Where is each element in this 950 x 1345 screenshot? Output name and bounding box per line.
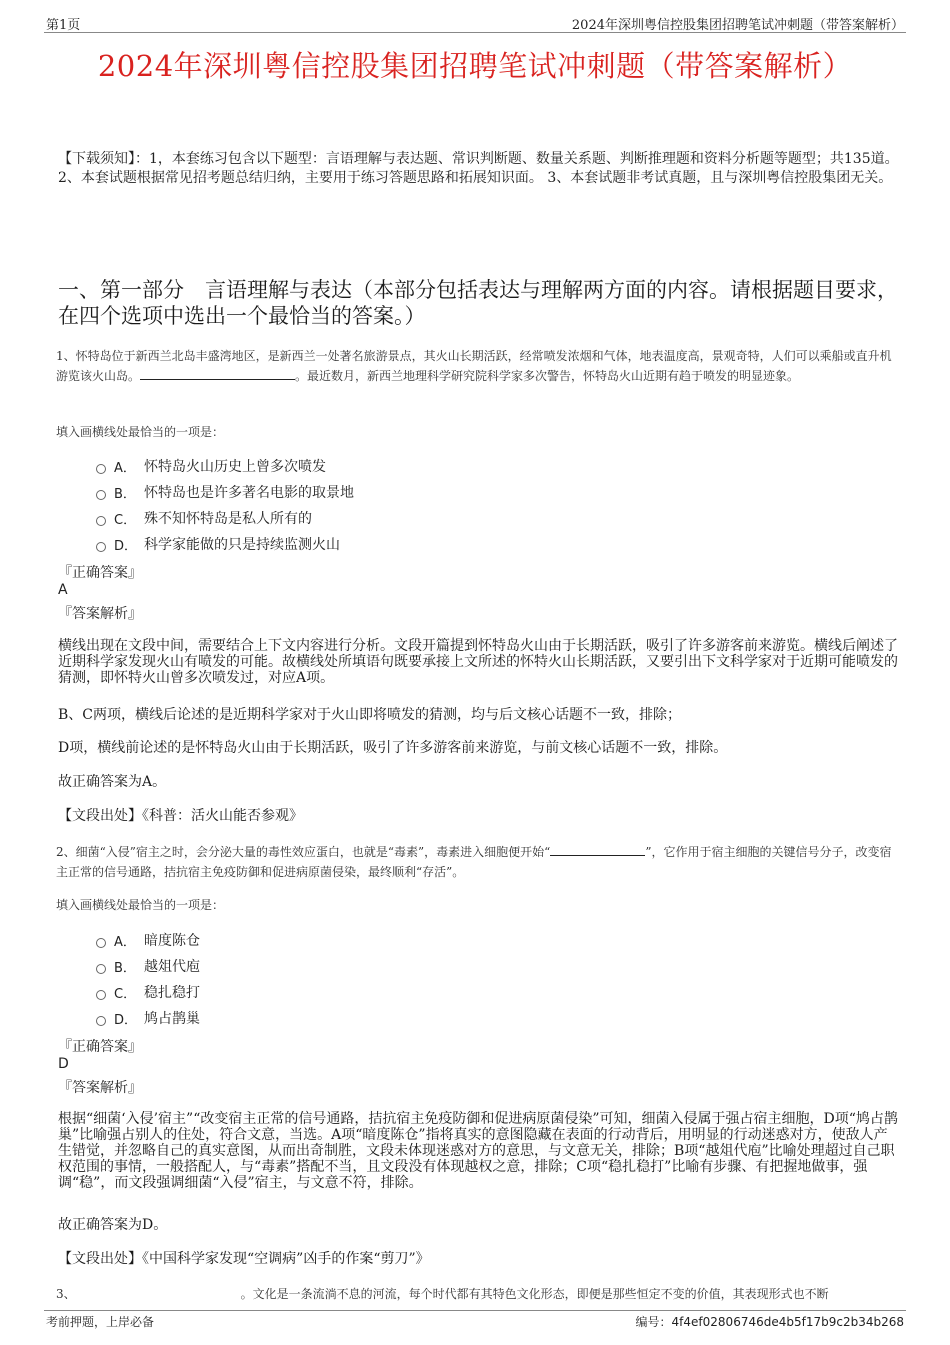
option-letter: A． <box>114 934 136 950</box>
question-1-option-d[interactable] <box>96 534 340 554</box>
radio-icon[interactable] <box>96 990 106 1000</box>
question-1-option-a[interactable] <box>96 456 326 476</box>
option-letter: C． <box>114 986 137 1002</box>
text-source: 【文段出处】《科普：活火山能否参观》 <box>58 808 303 824</box>
question-2-stem <box>56 842 901 882</box>
radio-icon[interactable] <box>96 542 106 552</box>
option-letter: C． <box>114 512 137 528</box>
header-divider <box>44 32 906 33</box>
footer-code <box>636 1313 904 1330</box>
analysis-label: 『答案解析』 <box>58 606 142 622</box>
option-letter: D． <box>114 1012 138 1028</box>
correct-answer-label: 『正确答案』 <box>58 1039 142 1055</box>
correct-answer: D <box>58 1056 69 1072</box>
option-text: 鸠占鹊巢 <box>144 1011 200 1027</box>
download-notice: 【下载须知】：1，本套练习包含以下题型：言语理解与表达题、常识判断题、数量关系题、判断推理题和资料分析题等题型；共135道。 2、本套试题根据常见招考题总结归纳，主要用于练习答题思路和拓展知识面。 3、本套试题非考试真题，且与深圳粤信控股集团无关。 <box>58 151 899 186</box>
option-letter: B． <box>114 486 136 502</box>
analysis-conclusion: 故正确答案为A。 <box>58 774 167 790</box>
footer-code-label: 编号： <box>635 1315 672 1329</box>
analysis-conclusion: 故正确答案为D。 <box>58 1217 168 1233</box>
radio-icon[interactable] <box>96 516 106 526</box>
analysis-paragraph: 根据“细菌‘入侵’宿主”“改变宿主正常的信号通路，拮抗宿主免疫防御和促进病原菌侵染”可知，细菌入侵属于强占宿主细胞，D项“鸠占鹊巢”比喻强占别人的住处，符合文意，当选。A项“暗度陈仓”指将真实的意图隐藏在表面的行动背后，用明显的行动迷惑对方，使敌人产生错觉，并忽略自己的真实意图，从而出奇制胜，文段未体现迷惑对方的意思，与文意无关，排除；B项“越俎代庖”比喻处理超过自己职权范围的事情，一般搭配人，与“毒素”搭配不当，且文段没有体现越权之意，排除；C项“稳扎稳打”比喻有步骤、有把握地做事，强调“稳”，而文段强调细菌“入侵”宿主，与文意不符，排除。 <box>58 1111 898 1191</box>
option-text: 暗度陈仓 <box>144 933 200 949</box>
radio-icon[interactable] <box>96 964 106 974</box>
question-2-prompt: 填入画横线处最恰当的一项是： <box>56 898 225 912</box>
question-stem-part: 。文化是一条流淌不息的河流，每个时代都有其特色文化形态，即便是那些恒定不变的价值，其表现形式也不断 <box>240 1287 829 1301</box>
option-letter: D． <box>114 538 138 554</box>
fill-blank <box>140 366 295 380</box>
footer-slogan: 考前押题，上岸必备 <box>46 1315 155 1329</box>
question-stem-part: 1、怀特岛位于新西兰北岛丰盛湾地区，是新西兰一处著名旅游景点，其火山长期活跃，经常喷发浓烟和气体，地表温度高，景观奇特，人们可以乘船或直升机游览该火山岛。 <box>56 349 892 383</box>
section-heading: 一、第一部分 言语理解与表达（本部分包括表达与理解两方面的内容。请根据题目要求，在四个选项中选出一个最恰当的答案。） <box>58 278 898 328</box>
question-stem-part: 。最近数月，新西兰地理科学研究院科学家多次警告，怀特岛火山近期有趋于喷发的明显迹象。 <box>295 369 800 383</box>
correct-answer-label: 『正确答案』 <box>58 565 142 581</box>
question-1-option-b[interactable] <box>96 482 354 502</box>
radio-icon[interactable] <box>96 490 106 500</box>
question-number: 3、 <box>56 1287 76 1301</box>
question-stem-part: 2、细菌“入侵”宿主之时，会分泌大量的毒性效应蛋白，也就是“毒素”，毒素进入细胞便开始“ <box>56 845 551 859</box>
text-source: 【文段出处】《中国科学家发现“空调病”凶手的作案“剪刀”》 <box>58 1251 430 1267</box>
correct-answer: A <box>58 582 68 598</box>
question-1-prompt: 填入画横线处最恰当的一项是： <box>56 425 225 439</box>
document-title: 2024年深圳粤信控股集团招聘笔试冲刺题（带答案解析） <box>97 49 853 83</box>
question-1-option-c[interactable] <box>96 508 312 528</box>
option-text: 怀特岛火山历史上曾多次喷发 <box>144 459 326 475</box>
analysis-paragraph: 横线出现在文段中间，需要结合上下文内容进行分析。文段开篇提到怀特岛火山由于长期活跃，吸引了许多游客前来游览。横线后阐述了近期科学家发现火山有喷发的可能。故横线处所填语句既要承接上文所述的怀特火山长期活跃，又要引出下文科学家对于近期可能喷发的猜测，即怀特火山曾多次喷发过，对应A项。 <box>58 638 898 686</box>
option-letter: B． <box>114 960 136 976</box>
footer-code-value: 4f4ef02806746de4b5f17b9c2b34b268 <box>671 1315 904 1329</box>
question-2-option-b[interactable] <box>96 956 200 976</box>
option-letter: A． <box>114 460 136 476</box>
question-stem-part: ”，它作用于宿主细胞的关键信号分子，改变宿主正常的信号通路，拮抗宿主免疫防御和促进病原菌侵染，最终顺利“存活”。 <box>56 845 892 879</box>
question-2-option-c[interactable] <box>96 982 200 1002</box>
fill-blank <box>550 842 645 856</box>
question-3-partial <box>56 1285 906 1302</box>
option-text: 殊不知怀特岛是私人所有的 <box>144 511 312 527</box>
page-number: 第1页 <box>46 18 81 33</box>
option-text: 怀特岛也是许多著名电影的取景地 <box>144 485 354 501</box>
question-1-stem <box>56 346 901 386</box>
option-text: 科学家能做的只是持续监测火山 <box>144 537 340 553</box>
question-2-option-d[interactable] <box>96 1008 200 1028</box>
analysis-label: 『答案解析』 <box>58 1080 142 1096</box>
radio-icon[interactable] <box>96 938 106 948</box>
footer-divider <box>44 1310 906 1311</box>
radio-icon[interactable] <box>96 1016 106 1026</box>
analysis-paragraph: B、C两项，横线后论述的是近期科学家对于火山即将喷发的猜测，均与后文核心话题不一致，排除； <box>58 707 681 723</box>
option-text: 越俎代庖 <box>144 959 200 975</box>
analysis-paragraph: D项，横线前论述的是怀特岛火山由于长期活跃，吸引了许多游客前来游览，与前文核心话题不一致，排除。 <box>58 740 728 756</box>
header-doc-title: 2024年深圳粤信控股集团招聘笔试冲刺题（带答案解析） <box>571 18 904 33</box>
question-2-option-a[interactable] <box>96 930 200 950</box>
option-text: 稳扎稳打 <box>144 985 200 1001</box>
radio-icon[interactable] <box>96 464 106 474</box>
